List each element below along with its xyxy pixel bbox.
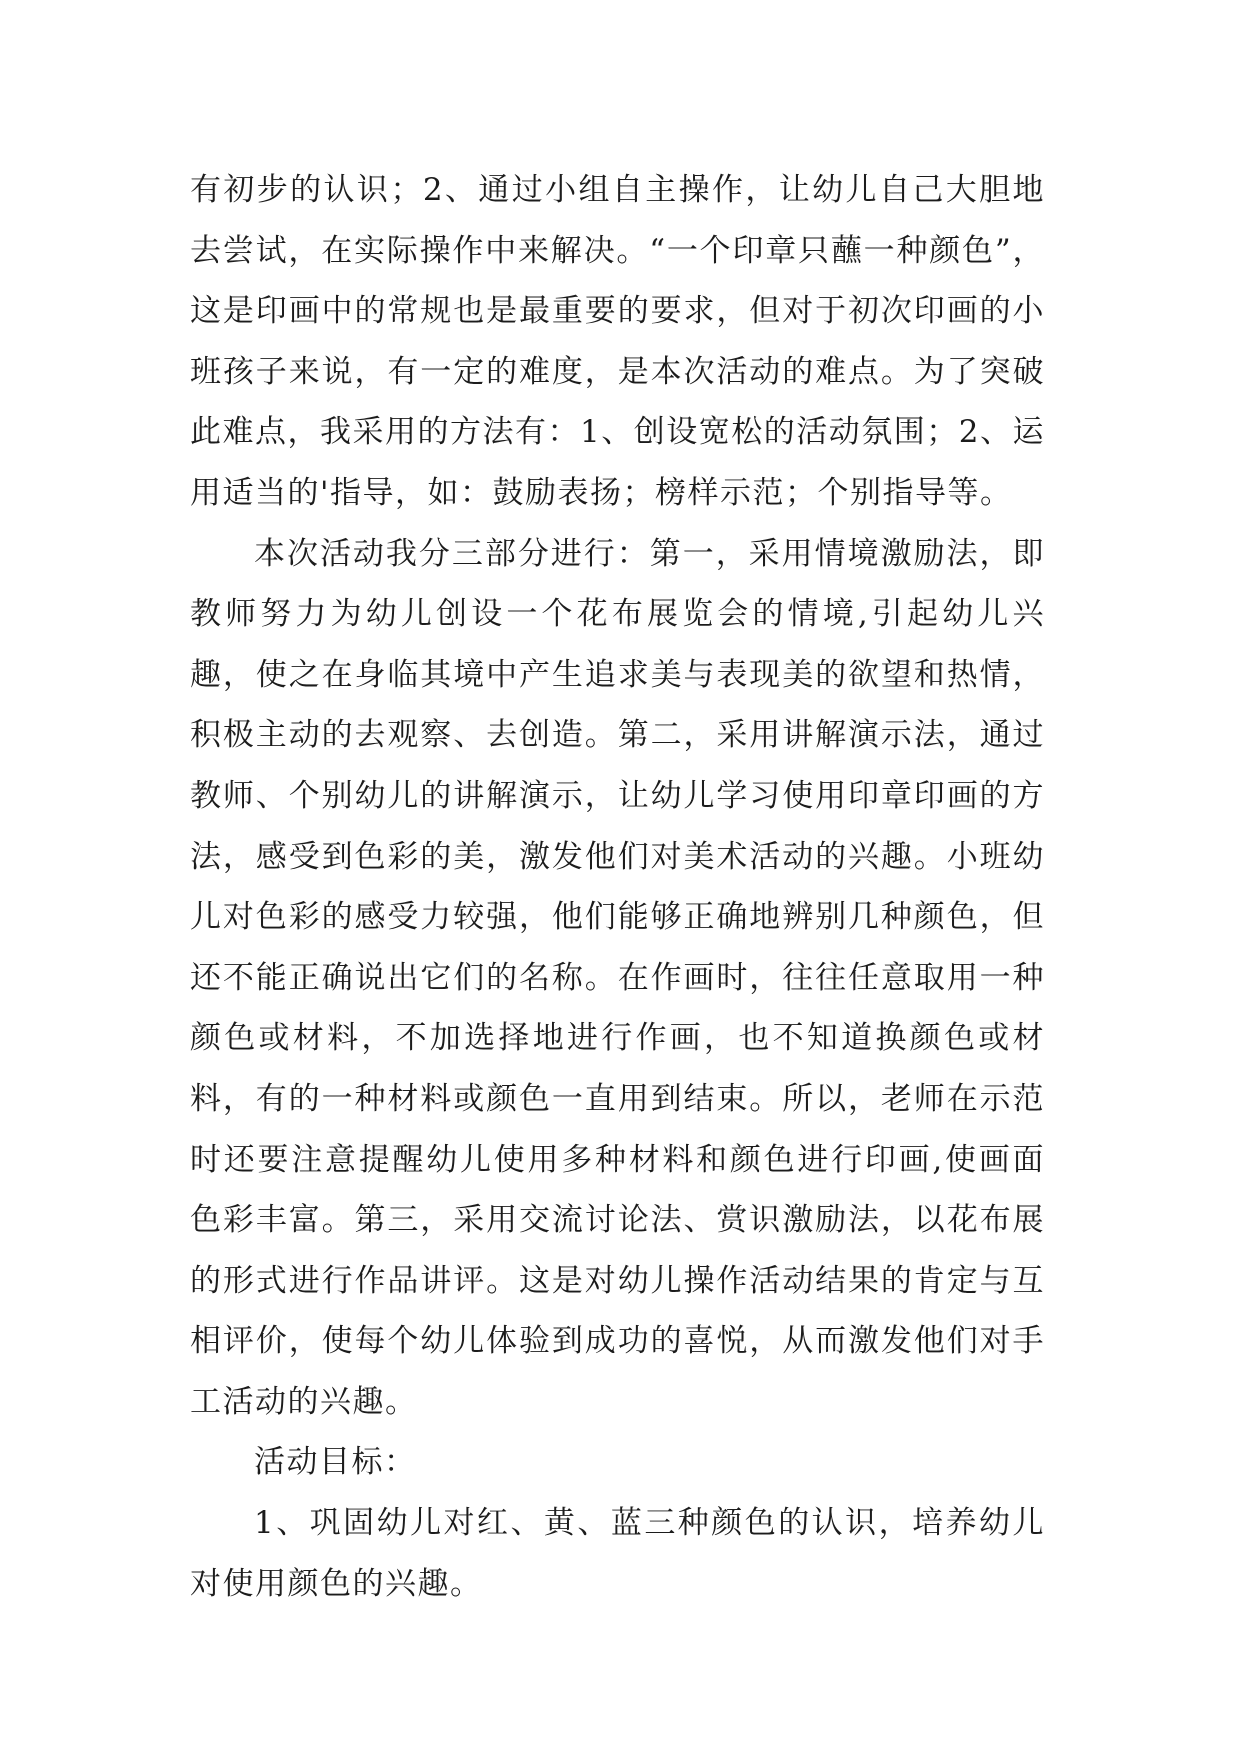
document-body [190, 160, 1045, 1614]
paragraph-continuation: 有初步的认识；2、通过小组自主操作，让幼儿自己大胆地去尝试，在实际操作中来解决。“一个印章只蘸一种颜色”，这是印画中的常规也是最重要的要求，但对于初次印画的小班孩子来说，有一定的难度，是本次活动的难点。为了突破此难点，我采用的方法有：1、创设宽松的活动氛围；2、运用适当的'指导，如：鼓励表扬；榜样示范；个别指导等。 [190, 172, 1045, 511]
paragraph-activity-method: 本次活动我分三部分进行：第一，采用情境激励法，即教师努力为幼儿创设一个花布展览会的情境,引起幼儿兴趣，使之在身临其境中产生追求美与表现美的欲望和热情，积极主动的去观察、去创造。第二，采用讲解演示法，通过教师、个别幼儿的讲解演示，让幼儿学习使用印章印画的方法，感受到色彩的美，激发他们对美术活动的兴趣。小班幼儿对色彩的感受力较强，他们能够正确地辨别几种颜色，但还不能正确说出它们的名称。在作画时，往往任意取用一种颜色或材料，不加选择地进行作画，也不知道换颜色或材料，有的一种材料或颜色一直用到结束。所以，老师在示范时还要注意提醒幼儿使用多种材料和颜色进行印画,使画面色彩丰富。第三，采用交流讨论法、赏识激励法，以花布展的形式进行作品讲评。这是对幼儿操作活动结果的肯定与互相评价，使每个幼儿体验到成功的喜悦，从而激发他们对手工活动的兴趣。 [190, 535, 1045, 1420]
heading-activity-goals: 活动目标： [254, 1444, 417, 1481]
paragraph-goal-1: 1、巩固幼儿对红、黄、蓝三种颜色的认识，培养幼儿对使用颜色的兴趣。 [190, 1505, 1045, 1602]
